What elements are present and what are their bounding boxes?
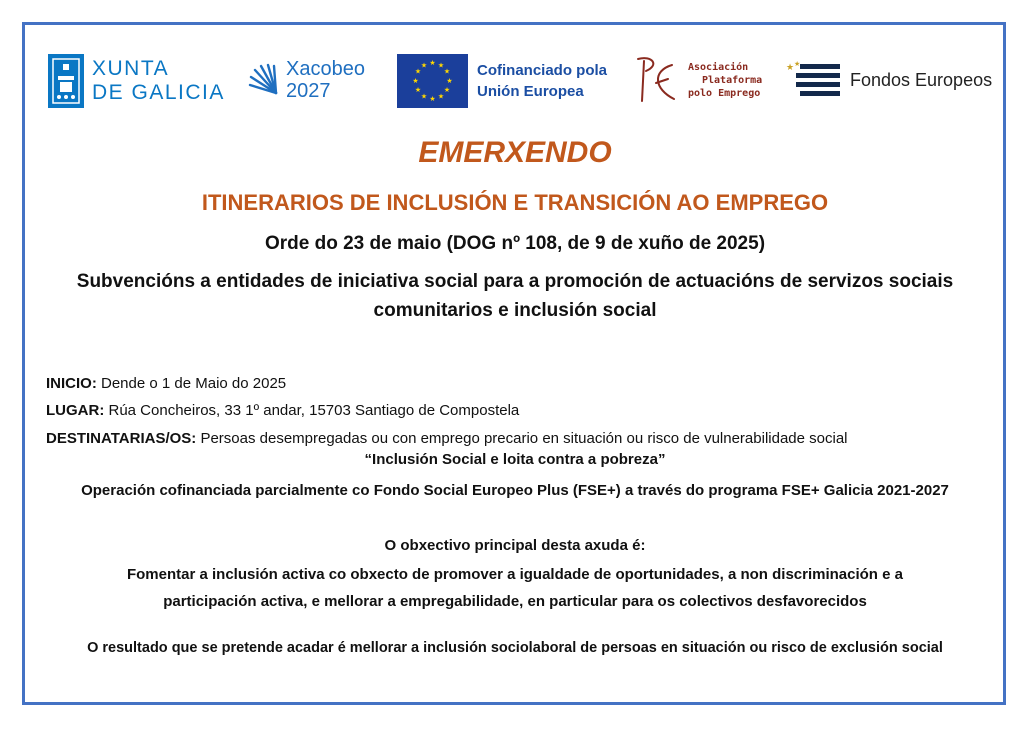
logo-bar — [0, 0, 1030, 120]
xunta-de-galicia-logo — [48, 54, 225, 108]
svg-text:★: ★ — [446, 77, 453, 85]
result-text: O resultado que se pretende acadar é mellorar a inclusión sociolaboral de persoas en situación ou risco de exclusión social — [87, 640, 943, 656]
ape-monogram-icon — [632, 55, 680, 105]
page-title: EMERXENDO — [418, 136, 612, 169]
objective-text — [0, 561, 1030, 615]
svg-text:★: ★ — [443, 86, 451, 94]
svg-text:★: ★ — [420, 61, 428, 70]
lugar-value: Rúa Concheiros, 33 1º andar, 15703 Santiago de Compostela — [104, 402, 520, 419]
ape-line2: Plataforma — [702, 74, 763, 86]
svg-text:★: ★ — [443, 67, 451, 76]
objective-line2: participación activa, e mellorar a empregabilidade, en particular para os colectivos desfavorecidos — [163, 593, 867, 610]
svg-text:★: ★ — [429, 95, 436, 103]
svg-text:★: ★ — [437, 92, 445, 101]
eu-line2: Unión Europea — [477, 83, 584, 100]
svg-text:★: ★ — [414, 86, 422, 94]
xacobeo-line2: 2027 — [286, 80, 331, 102]
svg-text:★: ★ — [437, 61, 445, 70]
fondos-europeos-stripes-icon — [786, 58, 844, 102]
subvencions-text — [0, 267, 1030, 325]
page-subtitle: ITINERARIOS DE INCLUSIÓN E TRANSICIÓN AO EMPREGO — [201, 190, 829, 215]
operacion-text: Operación cofinanciada parcialmente co Fondo Social Europeo Plus (FSE+) a través do programa FSE+ Galicia 2021-2027 — [81, 482, 949, 499]
svg-text:★: ★ — [414, 67, 422, 76]
slogan: “Inclusión Social e loita contra a pobreza” — [364, 451, 666, 468]
eu-flag-icon — [397, 54, 468, 108]
svg-text:★: ★ — [794, 60, 801, 68]
xunta-emblem-icon — [48, 54, 84, 108]
objective-heading: O obxectivo principal desta axuda é: — [384, 537, 646, 554]
inicio-label: INICIO: — [46, 375, 97, 392]
destinatarias-row — [46, 430, 848, 447]
destinatarias-label: DESTINATARIAS/OS: — [46, 430, 197, 447]
xunta-line1: XUNTA — [92, 57, 170, 80]
orde-reference: Orde do 23 de maio (DOG nº 108, de 9 de xuño de 2025) — [264, 233, 766, 254]
fondos-label: Fondos Europeos — [850, 69, 993, 90]
subvencions-line1: Subvencións a entidades de iniciativa social para a promoción de actuacións de servizos sociais — [76, 271, 954, 292]
svg-text:★: ★ — [786, 63, 795, 73]
svg-text:★: ★ — [429, 59, 436, 67]
destinatarias-value: Persoas desempregadas ou con emprego precario en situación ou risco de vulnerabilidade social — [196, 430, 848, 447]
scallop-shell-icon — [246, 63, 280, 97]
svg-text:★: ★ — [420, 92, 428, 101]
xacobeo-line1: Xacobeo — [286, 58, 365, 80]
objective-line1: Fomentar a inclusión activa co obxecto de promover a igualdade de oportunidades, a non discriminación e a — [126, 566, 903, 583]
lugar-row — [46, 402, 519, 419]
inicio-row — [46, 375, 286, 392]
lugar-label: LUGAR: — [46, 402, 105, 419]
xacobeo-logo — [246, 58, 365, 102]
svg-text:★: ★ — [412, 77, 419, 85]
ape-line3: polo Emprego — [688, 87, 761, 99]
xunta-line2: DE GALICIA — [92, 81, 225, 104]
eu-line1: Cofinanciado pola — [477, 62, 608, 79]
subvencions-line2: comunitarios e inclusión social — [373, 300, 657, 321]
asociacion-plataforma-logo — [632, 55, 762, 105]
fondos-europeos-logo — [786, 58, 992, 102]
ape-line1: Asociación — [688, 61, 749, 73]
eu-cofinanced-logo — [397, 54, 607, 108]
inicio-value: Dende o 1 de Maio do 2025 — [96, 375, 287, 392]
